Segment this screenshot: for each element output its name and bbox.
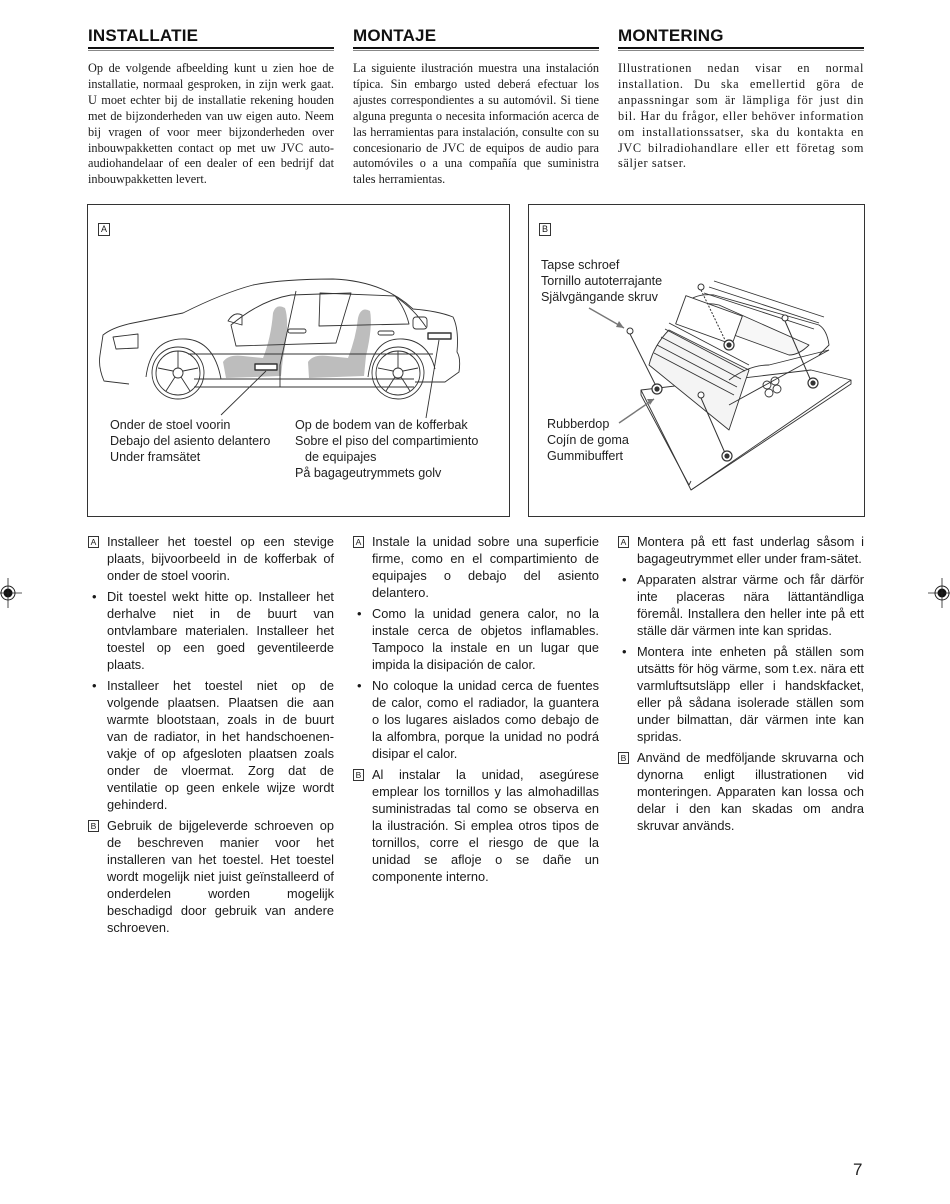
figure-a-label: A <box>98 223 110 236</box>
instruction-text: Instale la unidad sobre una superficie firme, como en el compartimiento de equipajes o debajo del asiento delantero. <box>372 534 599 600</box>
instruction-text: Dit toestel wekt hitte op. Installeer het derhalve niet in de buurt van ontvlambare materialen. Installeer het toestel op een goed geventileerde plaats. <box>107 589 334 672</box>
label-a-box: A <box>353 536 364 548</box>
caption-line: Under framsätet <box>110 450 201 464</box>
title-rule-secondary <box>353 50 599 51</box>
section-spanish <box>353 0 599 201</box>
instruction-text: Installeer het toestel niet op de volgende plaatsen. Plaatsen die aan warmte blootstaan, zoals in de buurt van de radiator, in het handschoenen-vakje of op afgesloten plaatsen zoals onder de vloermat. Zorg dat de ventilatie op geen enkele wijze wordt gehinderd. <box>107 678 334 812</box>
section-swedish <box>618 0 864 185</box>
registration-mark-right-icon <box>928 578 950 608</box>
instruction-text: Apparaten alstrar värme och får därför inte placeras nära lättantändliga föremål. Installera den heller inte på ett ställe där värmen inte kan spridas. <box>637 572 864 638</box>
bullet-icon: • <box>357 678 362 693</box>
bullet-icon: • <box>357 606 362 621</box>
label-a-box: A <box>618 536 629 548</box>
label-a-box: A <box>88 536 99 548</box>
instruction-a <box>88 533 334 584</box>
instruction-b <box>618 749 864 834</box>
caption-line: Tapse schroef <box>541 258 620 272</box>
label-b-box: B <box>88 820 99 832</box>
caption-line: Självgängande skruv <box>541 290 658 304</box>
section-title-installatie: INSTALLATIE <box>88 26 199 45</box>
bullet-icon: • <box>92 589 97 604</box>
intro-paragraph-es: La siguiente ilustración muestra una instalación típica. Sin embargo usted deberá efectuar los ajustes correspondientes a su automóvil. Si tiene alguna pregunta o necesita información acerca de las herramientas para instalación, consulte con su concesionario de JVC de equipos de audio para automóviles o a una compañía que suministra tales herramientas. <box>353 61 599 187</box>
instruction-text: Como la unidad genera calor, no la instale cerca de objetos inflamables. Tampoco la instale en un lugar que impida la disipación de calor. <box>372 606 599 672</box>
section-title-montaje: MONTAJE <box>353 26 437 45</box>
instruction-a <box>353 533 599 601</box>
instruction-text: Gebruik de bijgeleverde schroeven op de beschreven manier voor het installeren van het toestel. Het toestel wordt mogelijk niet juist geïnstalleerd of onderdelen worden mogelijk beschadigd door gebruik van andere schroeven. <box>107 818 334 935</box>
title-rule <box>353 47 599 49</box>
instructions-spanish <box>353 533 599 889</box>
instructions-swedish <box>618 533 864 838</box>
caption-tapping-screw <box>541 257 662 305</box>
instruction-text: No coloque la unidad cerca de fuentes de calor, como el radiador, la guantera o los lugares aislados como debajo de la alfombra, porque la unidad no podrá disipar el calor. <box>372 678 599 761</box>
instruction-text: Montera på ett fast underlag såsom i bagageutrymmet eller under fram-sätet. <box>637 534 864 566</box>
bullet-icon: • <box>622 644 627 659</box>
bullet-icon: • <box>622 572 627 587</box>
figure-b-amplifier-mounting <box>528 204 865 517</box>
caption-line: Cojín de goma <box>547 433 629 447</box>
title-rule <box>618 47 864 49</box>
label-b-box: B <box>618 752 629 764</box>
figure-b-label: B <box>539 223 551 236</box>
instruction-text: Montera inte enheten på ställen som utsätts för hög värme, som t.ex. nära ett varmluftsutsläpp eller i handskfacket, eller på sådana isolerade ställen som under bilmattan, där värmen inte kan spridas. <box>637 644 864 744</box>
caption-line: Sobre el piso del compartimiento <box>295 434 479 448</box>
caption-line: På bagageutrymmets golv <box>295 466 442 480</box>
section-dutch <box>88 0 334 201</box>
instruction-text: Använd de medföljande skruvarna och dynorna enligt illustrationen vid monteringen. Apparaten kan lossa och delar i den kan skadas om andra skruvar används. <box>637 750 864 833</box>
instruction-b <box>88 817 334 936</box>
intro-paragraph-nl: Op de volgende afbeelding kunt u zien hoe de installatie, normaal gesproken, in zijn werk gaat. U moet echter bij de installatie rekening houden met de bijzonderheden van uw eigen auto. Neem bij vragen of voor meer bijzonderheden over inbouwpakketten contact op met uw JVC auto-audiohandelaar of een dealer of een bedrijf dat inbouwpakketten levert. <box>88 61 334 187</box>
caption-line: Debajo del asiento delantero <box>110 434 271 448</box>
caption-line: Gummibuffert <box>547 449 624 463</box>
caption-rubber-cushion <box>547 416 629 464</box>
caption-line: Onder de stoel voorin <box>110 418 231 432</box>
instruction-text: Installeer het toestel op een stevige plaats, bijvoorbeeld in de kofferbak of onder de stoel voorin. <box>107 534 334 583</box>
instructions-dutch <box>88 533 334 940</box>
title-rule-secondary <box>88 50 334 51</box>
caption-line: Tornillo autoterrajante <box>541 274 663 288</box>
caption-under-front-seat <box>110 417 270 465</box>
instruction-bullet <box>353 605 599 673</box>
caption-line: de equipajes <box>305 450 377 464</box>
instruction-a <box>618 533 864 567</box>
caption-line: Op de bodem van de kofferbak <box>295 418 468 432</box>
label-b-box: B <box>353 769 364 781</box>
instruction-bullet <box>88 677 334 813</box>
instruction-text: Al instalar la unidad, asegúrese emplear los tornillos y las almohadillas suministradas tal como se observa en la ilustración. Si emplea otros tipos de tornillos, corre el riesgo de que la unidad se afloje o se dañe un componente interno. <box>372 767 599 884</box>
instruction-bullet <box>618 643 864 745</box>
caption-trunk-floor <box>295 417 478 481</box>
instruction-bullet <box>353 677 599 762</box>
intro-paragraph-sv: Illustrationen nedan visar en normal installation. Du ska emellertid göra de anpassningar som är lämpliga för just din bil. Har du frågor, eller behöver information om installationssatser, ska du kontakta en JVC bilradiohandlare eller ett företag som säljer satser. <box>618 61 864 171</box>
caption-line: Rubberdop <box>547 417 610 431</box>
title-rule-secondary <box>618 50 864 51</box>
instruction-b <box>353 766 599 885</box>
page-number: 7 <box>853 1160 863 1179</box>
bullet-icon: • <box>92 678 97 693</box>
section-title-montering: MONTERING <box>618 26 724 45</box>
instruction-bullet <box>88 588 334 673</box>
instruction-bullet <box>618 571 864 639</box>
title-rule <box>88 47 334 49</box>
amplifier-mounting-illustration <box>529 205 864 516</box>
registration-mark-left-icon <box>0 578 22 608</box>
figure-a-car-locations <box>87 204 510 517</box>
